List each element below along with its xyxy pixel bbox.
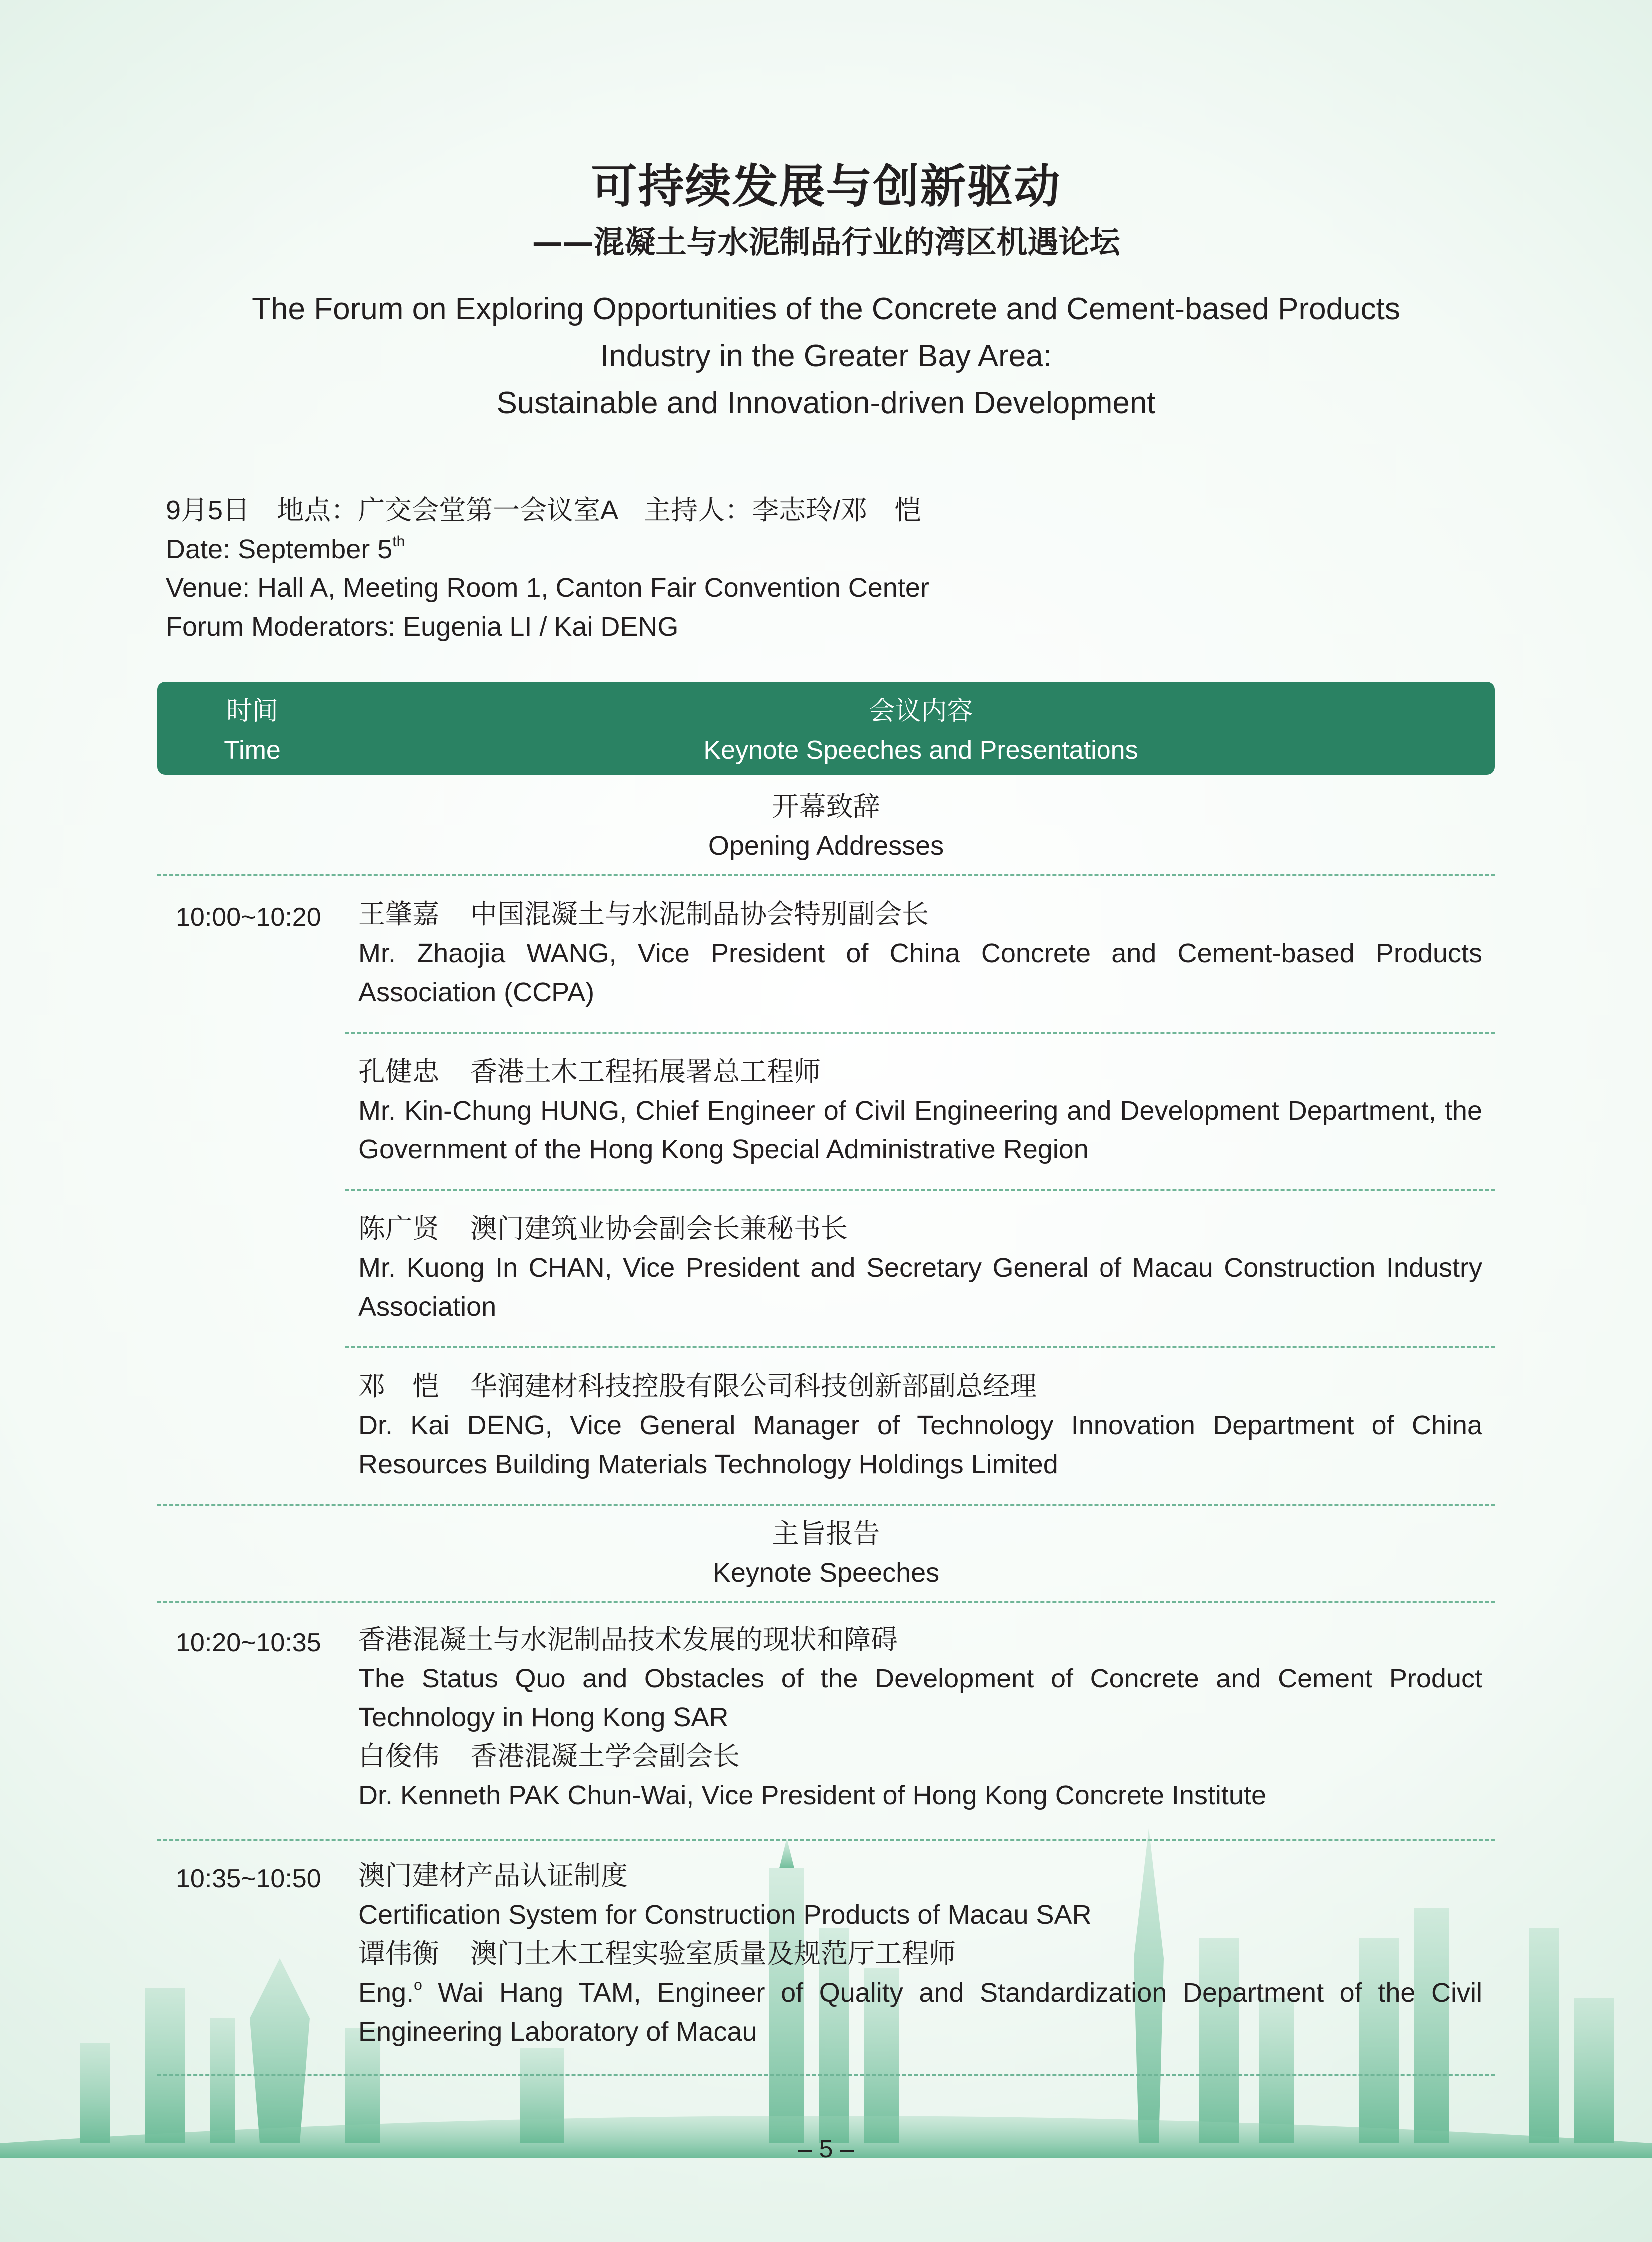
schedule-table-header [157, 682, 1495, 775]
divider [157, 2074, 1495, 2076]
header-time-column: 时间 Time [224, 697, 281, 765]
info-moderators: Forum Moderators: Eugenia LI / Kai DENG [166, 612, 679, 642]
page-subtitle-zh: ——混凝土与水泥制品行业的湾区机遇论坛 [532, 224, 1120, 260]
info-zh-line: 9月5日 地点：广交会堂第一会议室A 主持人：李志玲/邓 恺 [166, 495, 922, 525]
section-keynote-speeches: 主旨报告 Keynote Speeches [712, 1519, 940, 1588]
forum-info [166, 491, 929, 646]
divider [157, 1601, 1495, 1603]
title-en-line-1: The Forum on Exploring Opportunities of the Concrete and Cement-based Products [252, 292, 1400, 326]
keynote-entry: 香港混凝土与水泥制品技术发展的现状和障碍 The Status Quo and Obstacles of the Development of Concrete and Cement Product Technology in Hong Kong SAR 白俊伟 香港混凝土学会副会长 Dr. Kenneth PAK Chun-Wai, Vice President of Hong Kong Concrete Institute [358, 1625, 1482, 1810]
divider [157, 874, 1495, 876]
divider [345, 1346, 1495, 1348]
title-en-line-2: Industry in the Greater Bay Area: [600, 339, 1052, 373]
divider [157, 1504, 1495, 1506]
section-opening-addresses: 开幕致辞 Opening Addresses [708, 792, 944, 861]
title-en-line-3: Sustainable and Innovation-driven Development [496, 386, 1156, 420]
header-content-column: 会议内容 Keynote Speeches and Presentations [703, 697, 1138, 765]
time-slot: 10:20~10:35 [176, 1628, 321, 1657]
page-title-en [0, 286, 1652, 427]
page-title-zh: 可持续发展与创新驱动 [591, 160, 1061, 213]
time-slot: 10:35~10:50 [176, 1864, 321, 1893]
time-slot: 10:00~10:20 [176, 903, 321, 932]
divider [345, 1189, 1495, 1191]
keynote-entry: 澳门建材产品认证制度 Certification System for Construction Products of Macau SAR 谭伟衡 澳门土木工程实验室质量及规范厅工程师 Eng.$^o$ Wai Hang TAM, Engineer of Quality and Standardization Department of the Civil Engineering Laboratory of Macau [358, 1861, 1482, 2047]
speaker-entry: 孔健忠 香港土木工程拓展署总工程师 Mr. Kin-Chung HUNG, Chief Engineer of Civil Engineering and Development Department, the Government of the Hong Kong Special Administrative Region [358, 1057, 1482, 1164]
speaker-entry: 陈广贤 澳门建筑业协会副会长兼秘书长 Mr. Kuong In CHAN, Vice President and Secretary General of Macau Construction Industry Association [358, 1214, 1482, 1322]
divider [345, 1032, 1495, 1034]
speaker-entry: 王肇嘉 中国混凝土与水泥制品协会特别副会长 Mr. Zhaojia WANG, Vice President of China Concrete and Cement-based Products Association (CCPA) [358, 899, 1482, 1007]
info-venue: Venue: Hall A, Meeting Room 1, Canton Fair Convention Center [166, 573, 929, 603]
info-date: Date: September 5th [166, 533, 405, 564]
page-number: – 5 – [798, 2135, 854, 2163]
speaker-entry: 邓 恺 华润建材科技控股有限公司科技创新部副总经理 Dr. Kai DENG, Vice General Manager of Technology Innovation Department of China Resources Building Materials Technology Holdings Limited [358, 1371, 1482, 1479]
